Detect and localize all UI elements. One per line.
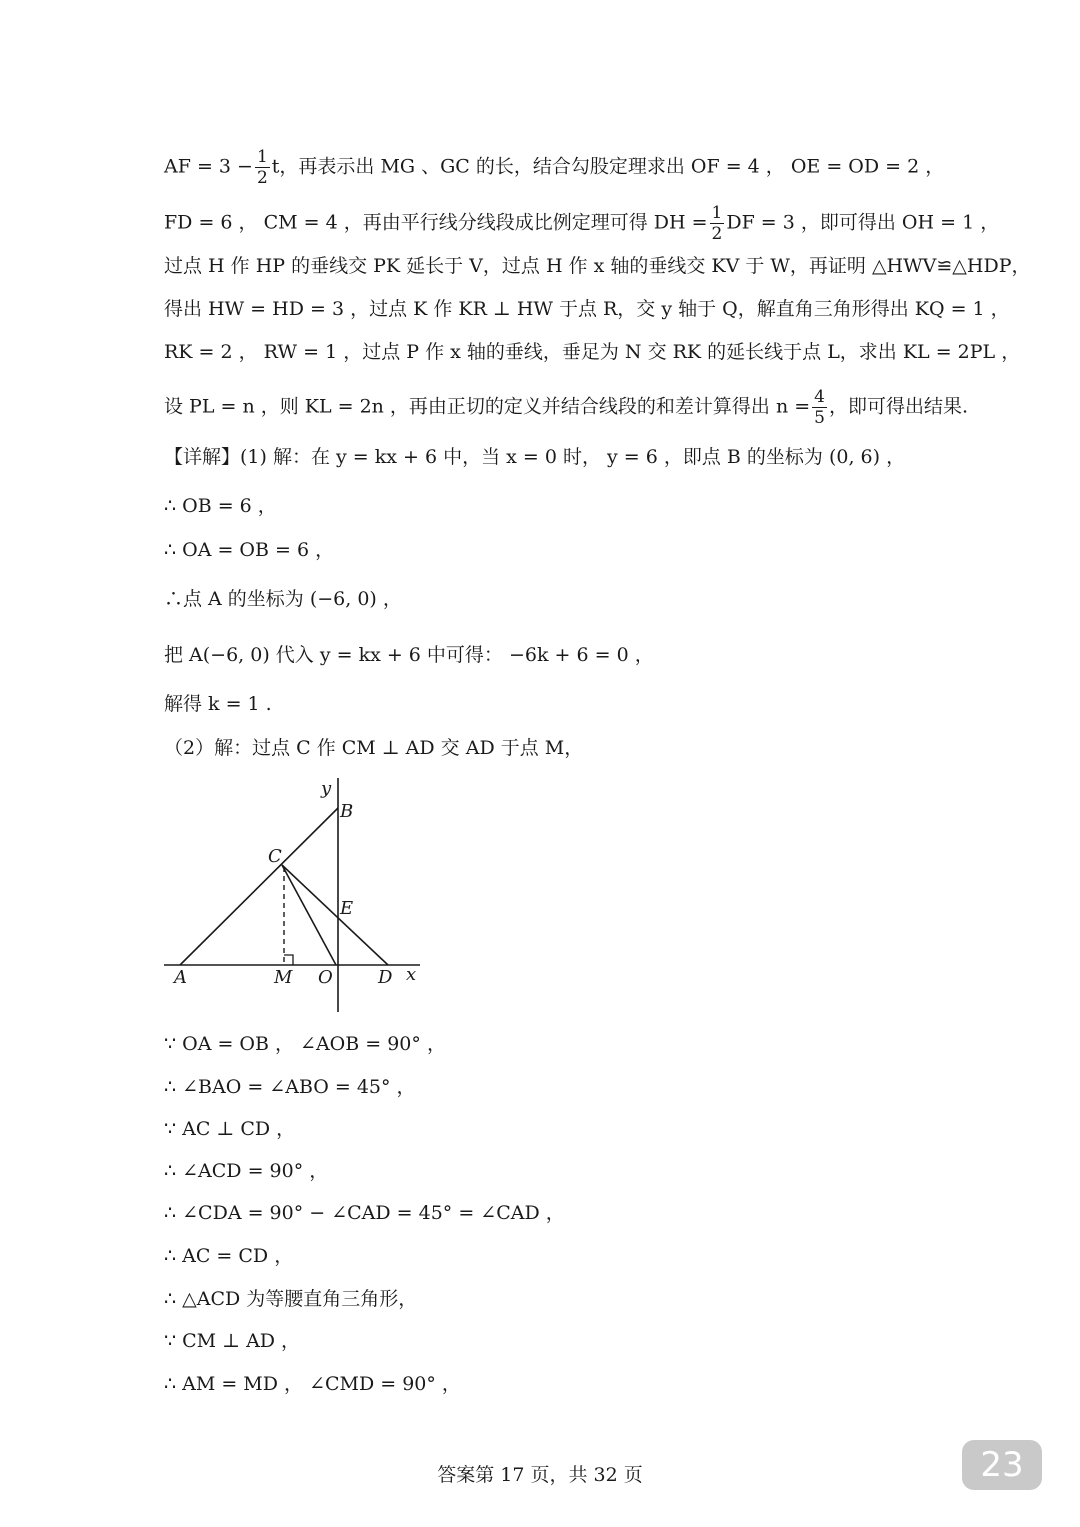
analysis-line-1: AF = 3 − $\frac{1}{2}$ t，再表示出 MG 、GC 的长，结合勾股定理求出 OF = 4 ， OE = OD = 2 ， xyxy=(164,147,945,188)
solution-line-4: ∴点 A 的坐标为 (−6, 0) ， xyxy=(164,588,402,610)
segment-cd xyxy=(282,865,388,965)
page-footer: 答案第 17 页，共 32 页 xyxy=(437,1464,643,1486)
solution-line-3: ∴ OA = OB = 6 ， xyxy=(164,539,335,561)
label-d: D xyxy=(378,967,393,988)
proof-line-1: ∵ OA = OB ， ∠AOB = 90° ， xyxy=(164,1033,446,1055)
analysis-line-2: FD = 6 ， CM = 4 ，再由平行线分线段成比例定理可得 DH = $\frac{1}{2}$ DF = 3 ，即可得出 OH = 1 ， xyxy=(164,203,1000,244)
analysis-line-5: RK = 2 ， RW = 1 ，过点 P 作 x 轴的垂线，垂足为 N 交 RK 的延长线于点 L，求出 KL = 2PL ， xyxy=(164,341,1021,363)
analysis-line-6: 设 PL = n ，则 KL = 2n ，再由正切的定义并结合线段的和差计算得出 n = $\frac{4}{5}$ ，即可得出结果. xyxy=(164,387,969,428)
fraction-one-half: $\frac{1}{2}$ xyxy=(256,147,268,188)
solution-line-1: 【详解】(1) 解：在 y = kx + 6 中，当 x = 0 时， y = 6 ，即点 B 的坐标为 (0, 6) ， xyxy=(164,446,906,468)
proof-line-8: ∵ CM ⊥ AD ， xyxy=(164,1330,301,1352)
proof-line-9: ∴ AM = MD ， ∠CMD = 90° ， xyxy=(164,1373,461,1395)
proof-line-2: ∴ ∠BAO = ∠ABO = 45° ， xyxy=(164,1076,416,1098)
label-o: O xyxy=(318,967,333,988)
analysis-line-3: 过点 H 作 HP 的垂线交 PK 延长于 V，过点 H 作 x 轴的垂线交 KV 于 W，再证明 △HWV≌△HDP， xyxy=(164,255,1031,277)
label-e: E xyxy=(340,898,354,919)
analysis-line-4: 得出 HW = HD = 3 ，过点 K 作 KR ⊥ HW 于点 R，交 y 轴于 Q，解直角三角形得出 KQ = 1 ， xyxy=(164,298,1010,320)
proof-line-6: ∴ AC = CD ， xyxy=(164,1245,294,1267)
page-number-badge: 23 xyxy=(962,1440,1042,1490)
right-angle-mark xyxy=(284,955,293,965)
line-ab xyxy=(180,808,338,965)
proof-line-4: ∴ ∠ACD = 90° ， xyxy=(164,1160,329,1182)
solution-line-6: 解得 k = 1 . xyxy=(164,693,272,715)
proof-line-3: ∵ AC ⊥ CD ， xyxy=(164,1118,296,1140)
solution-line-7: （2）解：过点 C 作 CM ⊥ AD 交 AD 于点 M， xyxy=(164,737,584,759)
segment-co xyxy=(282,865,336,965)
geometry-diagram xyxy=(158,770,438,1020)
fraction-one-half-b: $\frac{1}{2}$ xyxy=(711,203,723,244)
fraction-four-fifths: $\frac{4}{5}$ xyxy=(814,387,825,428)
label-y: y xyxy=(321,778,332,799)
label-c: C xyxy=(268,846,282,867)
solution-line-2: ∴ OB = 6 ， xyxy=(164,495,277,517)
label-b: B xyxy=(340,801,354,822)
proof-line-5: ∴ ∠CDA = 90° − ∠CAD = 45° = ∠CAD ， xyxy=(164,1202,565,1224)
proof-line-7: ∴ △ACD 为等腰直角三角形， xyxy=(164,1288,418,1310)
label-a: A xyxy=(174,967,187,988)
solution-line-5: 把 A(−6, 0) 代入 y = kx + 6 中可得： −6k + 6 = 0 ， xyxy=(164,644,654,666)
label-m: M xyxy=(274,967,293,988)
label-x: x xyxy=(406,964,417,985)
